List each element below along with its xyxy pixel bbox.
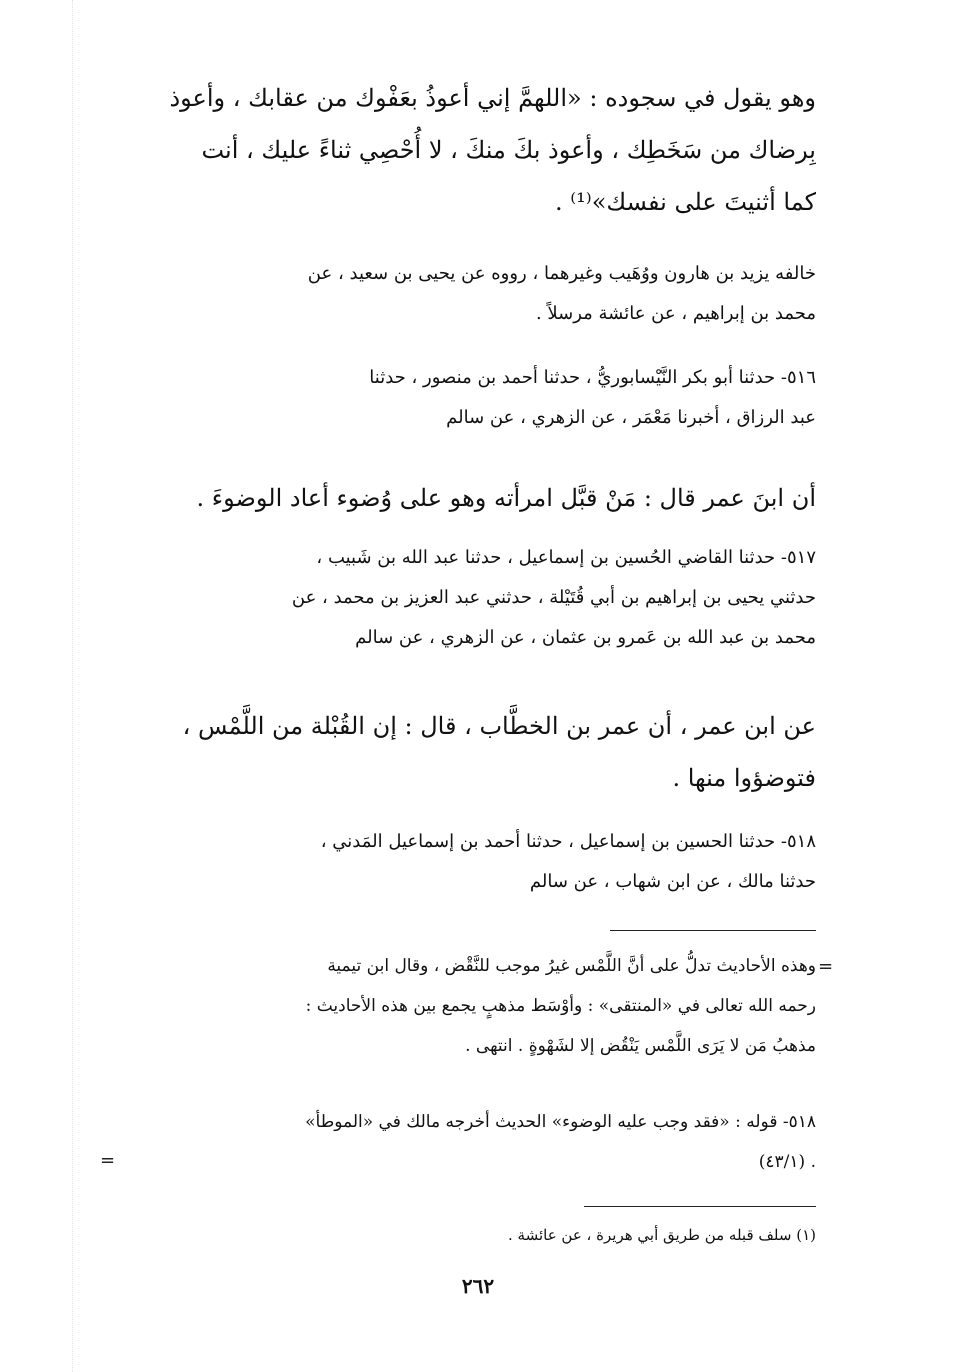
footnote-text: (١) سلف قبله من طريق أبي هريرة ، عن عائشة . bbox=[507, 1226, 816, 1244]
text-line: خالفه يزيد بن هارون ووُهَيب وغيرهما ، رووه عن يحيى بن سعيد ، عن bbox=[307, 263, 816, 284]
commentary-separator bbox=[610, 930, 816, 931]
hadith-516-matn bbox=[140, 472, 816, 524]
text-line: فتوضؤوا منها . bbox=[672, 764, 816, 792]
text-line: حدثنا مالك ، عن ابن شهاب ، عن سالم bbox=[529, 871, 816, 892]
text-line: . (٤٣/١) bbox=[758, 1152, 816, 1172]
hadith-518-isnad bbox=[140, 822, 816, 902]
page-number: ٢٦٢ bbox=[461, 1274, 495, 1298]
text-line: مذهبُ مَن لا يَرَى اللَّمْس يَنْقُض إلا لشَهْوةٍ . انتهى . bbox=[465, 1036, 816, 1056]
text-line: كما أثنيتَ على نفسك»⁽¹⁾ . bbox=[555, 188, 816, 216]
hadith-517-isnad bbox=[140, 538, 816, 658]
footnote bbox=[140, 1220, 816, 1250]
text-line: أن ابنَ عمر قال : مَنْ قبَّل امرأته وهو على وُضوء أعاد الوضوءَ . bbox=[196, 484, 816, 512]
text-line: حدثني يحيى بن إبراهيم بن أبي قُتَيْلة ، حدثني عبد العزيز بن محمد ، عن bbox=[291, 587, 816, 608]
text-line: ٥١٨- قوله : «فقد وجب عليه الوضوء» الحديث أخرجه مالك في «الموطأ» bbox=[305, 1112, 816, 1132]
footnote-separator bbox=[584, 1206, 816, 1207]
text-line: بِرضاك من سَخَطِك ، وأعوذ بكَ منكَ ، لا أُحْصِي ثناءً عليك ، أنت bbox=[201, 136, 816, 164]
text-line: محمد بن عبد الله بن عَمرو بن عثمان ، عن الزهري ، عن سالم bbox=[355, 627, 816, 648]
text-line: رحمه الله تعالى في «المنتقى» : وأوْسَط مذهبٍ يجمع بين هذه الأحاديث : bbox=[305, 996, 816, 1016]
hadith-517-matn bbox=[140, 700, 816, 804]
text-line: ٥١٧- حدثنا القاضي الحُسين بن إسماعيل ، حدثنا عبد الله بن شَبيب ، bbox=[316, 547, 816, 568]
continuation-mark: = bbox=[100, 1150, 116, 1171]
commentary-ibn-taymiyya bbox=[140, 946, 816, 1066]
commentary-518 bbox=[140, 1102, 816, 1182]
continuation-mark: = bbox=[818, 956, 834, 977]
text-line: ٥١٨- حدثنا الحسين بن إسماعيل ، حدثنا أحمد بن إسماعيل المَدني ، bbox=[320, 831, 816, 852]
text-line: عن ابن عمر ، أن عمر بن الخطَّاب ، قال : إن القُبْلة من اللَّمْس ، bbox=[182, 712, 816, 740]
text-line: محمد بن إبراهيم ، عن عائشة مرسلاً . bbox=[535, 303, 816, 324]
text-line: ٥١٦- حدثنا أبو بكر النَّيْسابوريُّ ، حدثنا أحمد بن منصور ، حدثنا bbox=[369, 367, 816, 388]
text-line: عبد الرزاق ، أخبرنا مَعْمَر ، عن الزهري ، عن سالم bbox=[446, 407, 816, 428]
quote-prayer bbox=[140, 72, 816, 228]
paragraph-mursal bbox=[140, 254, 816, 334]
hadith-516-isnad bbox=[140, 358, 816, 438]
page-edge-shadow bbox=[72, 0, 73, 1372]
text-line: وهذه الأحاديث تدلُّ على أنَّ اللَّمْس غيرُ موجب للنَّقْض ، وقال ابن تيمية bbox=[327, 956, 816, 976]
text-line: وهو يقول في سجوده : «اللهمَّ إني أعوذُ بعَفْوك من عقابك ، وأعوذ bbox=[169, 84, 816, 112]
